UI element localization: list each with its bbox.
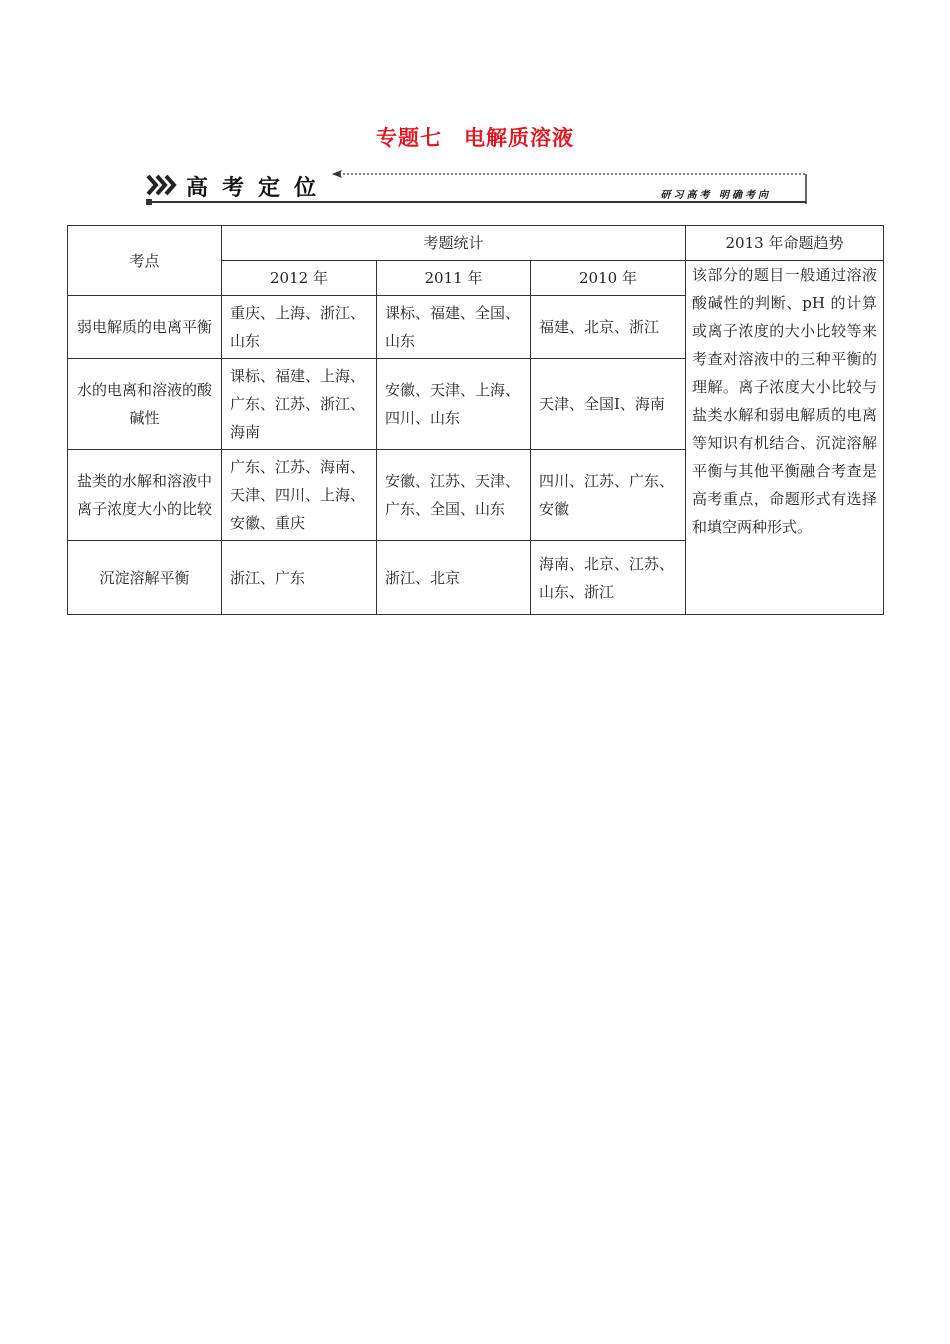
topic-cell: 沉淀溶解平衡 [68, 541, 222, 615]
header-topic: 考点 [68, 226, 222, 296]
topic-cell: 水的电离和溶液的酸碱性 [68, 359, 222, 450]
section-banner [144, 166, 809, 208]
topic-cell: 盐类的水解和溶液中离子浓度大小的比较 [68, 450, 222, 541]
header-stats: 考题统计 [222, 226, 686, 261]
double-chevron-right-icon [146, 174, 180, 196]
topic-cell: 弱电解质的电离平衡 [68, 296, 222, 359]
banner-subheading: 研习高考 明确考向 [660, 190, 771, 201]
cell-2010: 海南、北京、江苏、山东、浙江 [531, 541, 686, 615]
cell-2011: 安徽、江苏、天津、广东、全国、山东 [377, 450, 531, 541]
cell-2011: 课标、福建、全国、山东 [377, 296, 531, 359]
year-header: 2011 年 [377, 261, 531, 296]
cell-2012: 浙江、广东 [222, 541, 377, 615]
page-title: 专题七 电解质溶液 [376, 126, 574, 150]
cell-2012: 重庆、上海、浙江、山东 [222, 296, 377, 359]
exam-statistics-table [67, 225, 884, 615]
header-trend: 2013 年命题趋势 [686, 226, 884, 261]
table-header-row [68, 226, 884, 261]
cell-2010: 天津、全国Ⅰ、海南 [531, 359, 686, 450]
cell-2010: 四川、江苏、广东、安徽 [531, 450, 686, 541]
cell-2010: 福建、北京、浙江 [531, 296, 686, 359]
banner-heading: 高考定位 [186, 176, 331, 201]
cell-2011: 浙江、北京 [377, 541, 531, 615]
trend-text: 该部分的题目一般通过溶液酸碱性的判断、pH 的计算或离子浓度的大小比较等来考查对溶液中的三种平衡的理解。离子浓度大小比较与盐类水解和弱电解质的电离等知识有机结合、沉淀溶解平衡与其他平衡融合考查是高考重点，命题形式有选择和填空两种形式。 [686, 261, 884, 615]
cell-2011: 安徽、天津、上海、四川、山东 [377, 359, 531, 450]
year-header: 2010 年 [531, 261, 686, 296]
year-header: 2012 年 [222, 261, 377, 296]
cell-2012: 广东、江苏、海南、天津、四川、上海、安徽、重庆 [222, 450, 377, 541]
cell-2012: 课标、福建、上海、广东、江苏、浙江、海南 [222, 359, 377, 450]
